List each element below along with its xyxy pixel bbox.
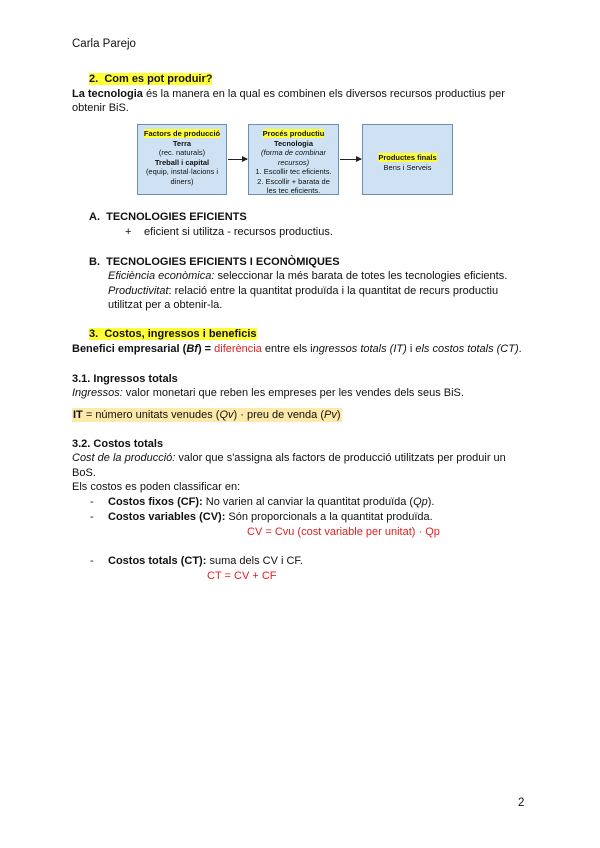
costos-totals-text: suma dels CV i CF. [206, 555, 303, 567]
benefici-term: Benefici empresarial ( [72, 343, 187, 355]
diagram-box-factors-line: (equip, instal·lacions i [145, 167, 219, 176]
productivitat-text: : relació entre la quantitat produïda i la quantitat de recurs productiu [168, 285, 499, 297]
benefici-equals: ) = [197, 343, 212, 355]
diagram-arrow-2 [340, 159, 361, 160]
section-b-letter: B. [89, 256, 100, 268]
it-formula [72, 408, 342, 422]
page-number: 2 [518, 797, 525, 809]
diagram-box-factors [137, 124, 227, 195]
diagram-box-process-line: 1. Escollir tec eficients. [255, 167, 332, 176]
costos-totals-term: Costos totals (CT): [108, 555, 207, 567]
cost-produccio-term: Cost de la producció: [72, 452, 176, 464]
costos-fixos-item [108, 496, 435, 508]
diagram-arrow-1 [228, 159, 247, 160]
eficiencia-economica-term: Eficiència econòmica: [108, 270, 215, 282]
benefici-ct: els costos totals (CT) [415, 343, 519, 355]
section-3-heading [89, 328, 257, 340]
cv-formula: CV = Cvu (cost variable per unitat) · Qp [247, 526, 440, 538]
section-b-heading [89, 256, 340, 268]
cost-produccio-definition [72, 452, 506, 464]
diagram-box-products-title: Productes finals [378, 153, 437, 162]
costos-variables-item [108, 511, 433, 523]
costos-fixos-end: ). [427, 496, 435, 508]
it-formula-text: ) [336, 409, 341, 421]
diagram-box-process [248, 124, 339, 195]
benefici-definition [72, 343, 522, 355]
costos-fixos-qp: Qp [413, 496, 428, 508]
eficiencia-economica-text: seleccionar la més barata de totes les tecnologies eficients. [214, 270, 508, 282]
costos-fixos-text: No varien al canviar la quantitat produïda ( [202, 496, 414, 508]
diagram-box-products-line: Bens i Serveis [383, 162, 432, 172]
productivitat-term: Productivitat [108, 285, 169, 297]
diagram-box-factors-line: diners) [170, 176, 194, 186]
tecnologia-term: La tecnologia [72, 88, 143, 100]
section-b-title: TECNOLOGIES EFICIENTS I ECONÒMIQUES [106, 256, 340, 268]
tecnologia-definition-text: és la manera en la qual es combinen els diversos recursos productius per [142, 88, 505, 100]
section-a-heading [89, 211, 247, 223]
ingressos-text: valor monetari que reben les empreses per les vendes dels seus BiS. [122, 387, 464, 399]
benefici-text: entre els i [261, 343, 313, 355]
benefici-dot: . [518, 343, 522, 355]
costos-classificacio: Els costos es poden classificar en: [72, 481, 241, 493]
costos-variables-text: Són proporcionals a la quantitat produïda. [225, 511, 433, 523]
section-3-2-heading: 3.2. Costos totals [72, 438, 164, 450]
benefici-and: i [406, 343, 416, 355]
diagram-box-factors-line: (rec. naturals) [158, 148, 206, 157]
diagram-box-factors-line: Treball i capital [154, 157, 210, 167]
diagram-box-process-line: 2. Escollir + barata de [257, 176, 330, 186]
benefici-it: ngressos totals (IT) [312, 343, 407, 355]
section-b-line3: utilitzat per a obtenir-la. [108, 299, 223, 311]
section-3-1-heading: 3.1. Ingressos totals [72, 373, 178, 385]
diagram-box-factors-line: Terra [172, 138, 192, 148]
diagram-box-process-line: Tecnologia [273, 138, 314, 148]
costos-fixos-term: Costos fixos (CF): [108, 496, 203, 508]
it-formula-text: = número unitats venudes ( [82, 409, 220, 421]
section-2-heading [89, 73, 212, 85]
ingressos-definition [72, 387, 464, 399]
it-pv: Pv [324, 409, 337, 421]
diagram-box-process-line: recursos) [277, 157, 310, 167]
section-b-line2 [108, 285, 498, 297]
section-a-text: eficient si utilitza - recursos productius. [144, 226, 333, 238]
benefici-abbrev: Bf [186, 343, 198, 355]
section-a-letter: A. [89, 211, 100, 223]
diagram-box-process-line: (forma de combinar [260, 148, 327, 157]
section-2-number: 2. [89, 73, 99, 85]
section-3-title: Costos, ingressos i beneficis [104, 328, 257, 340]
section-3-number: 3. [89, 328, 99, 340]
page-header-author: Carla Parejo [72, 38, 136, 50]
cost-produccio-text: valor que s'assigna als factors de producció utilitzats per produir un [175, 452, 506, 464]
costos-variables-term: Costos variables (CV): [108, 511, 226, 523]
diagram-box-factors-title: Factors de producció [143, 129, 221, 138]
benefici-diferencia: diferència [211, 343, 262, 355]
tecnologia-definition-line2: obtenir BiS. [72, 102, 129, 114]
ct-formula: CT = CV + CF [207, 570, 277, 582]
costos-totals-item [108, 555, 303, 567]
it-qv: Qv [219, 409, 234, 421]
cost-produccio-line2: BoS. [72, 467, 96, 479]
ingressos-term: Ingressos: [72, 387, 123, 399]
it-label: IT [73, 409, 83, 421]
section-a-title: TECNOLOGIES EFICIENTS [106, 211, 247, 223]
section-b-line1 [108, 270, 507, 282]
diagram-box-products [362, 124, 453, 195]
section-2-title: Com es pot produir? [104, 73, 213, 85]
diagram-box-process-title: Procés productiu [262, 129, 325, 138]
diagram-box-process-line: les tec eficients. [266, 186, 321, 195]
section-a-bullet: + [125, 226, 132, 238]
tecnologia-definition-line1 [72, 88, 505, 100]
it-formula-text: ) · preu de venda ( [233, 409, 325, 421]
